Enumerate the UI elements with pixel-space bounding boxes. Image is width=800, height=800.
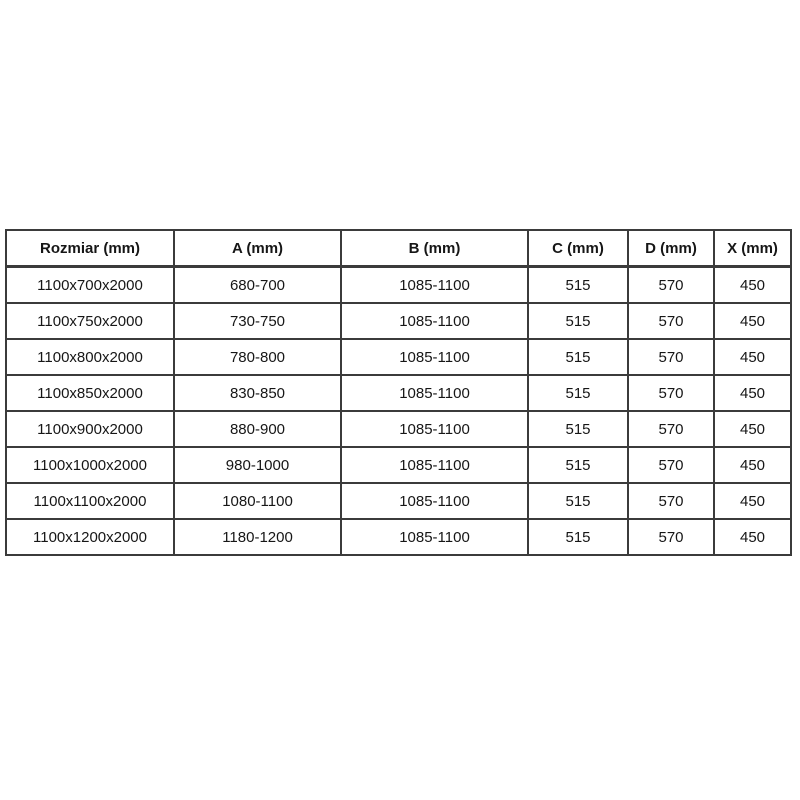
table-cell: 1080-1100 [174,483,341,519]
table-cell: 515 [528,267,628,304]
table-cell: 450 [714,339,791,375]
table-cell: 1100x1000x2000 [6,447,174,483]
table-cell: 515 [528,339,628,375]
table-body [6,267,791,556]
table-cell: 880-900 [174,411,341,447]
table-cell: 1085-1100 [341,267,528,304]
table-cell: 1085-1100 [341,447,528,483]
column-header-1: Rozmiar (mm) [6,230,174,267]
table-cell: 1100x750x2000 [6,303,174,339]
table-cell: 515 [528,303,628,339]
table-cell: 570 [628,411,714,447]
table-cell: 1100x1200x2000 [6,519,174,555]
table-cell: 1085-1100 [341,411,528,447]
table-row [6,519,791,555]
table-cell: 450 [714,519,791,555]
column-header-6: X (mm) [714,230,791,267]
table-row [6,483,791,519]
table-cell: 570 [628,267,714,304]
table-cell: 980-1000 [174,447,341,483]
table-cell: 515 [528,519,628,555]
table-cell: 1100x900x2000 [6,411,174,447]
column-header-2: A (mm) [174,230,341,267]
table-row [6,339,791,375]
table-row [6,411,791,447]
table-cell: 570 [628,375,714,411]
table-cell: 570 [628,339,714,375]
table-cell: 1100x1100x2000 [6,483,174,519]
table-cell: 1085-1100 [341,303,528,339]
table-row [6,375,791,411]
table-cell: 515 [528,375,628,411]
table-cell: 570 [628,483,714,519]
table-cell: 780-800 [174,339,341,375]
table-cell: 515 [528,447,628,483]
table-cell: 570 [628,303,714,339]
table-cell: 450 [714,483,791,519]
table-cell: 1085-1100 [341,375,528,411]
table-cell: 1100x700x2000 [6,267,174,304]
size-specification-table [5,229,792,556]
table-cell: 830-850 [174,375,341,411]
column-header-4: C (mm) [528,230,628,267]
table-cell: 450 [714,411,791,447]
table-header [6,230,791,267]
table-cell: 515 [528,411,628,447]
table-cell: 1085-1100 [341,339,528,375]
column-header-3: B (mm) [341,230,528,267]
table-cell: 680-700 [174,267,341,304]
table-cell: 450 [714,375,791,411]
table-cell: 570 [628,519,714,555]
table-cell: 450 [714,447,791,483]
table-row [6,447,791,483]
table-cell: 1100x800x2000 [6,339,174,375]
header-row [6,230,791,267]
table-row [6,267,791,304]
table-cell: 1085-1100 [341,519,528,555]
table-row [6,303,791,339]
table-cell: 1100x850x2000 [6,375,174,411]
dimensions-table [5,229,790,556]
table-cell: 730-750 [174,303,341,339]
table-cell: 570 [628,447,714,483]
column-header-5: D (mm) [628,230,714,267]
table-cell: 450 [714,267,791,304]
table-cell: 515 [528,483,628,519]
table-cell: 1085-1100 [341,483,528,519]
table-cell: 1180-1200 [174,519,341,555]
table-cell: 450 [714,303,791,339]
